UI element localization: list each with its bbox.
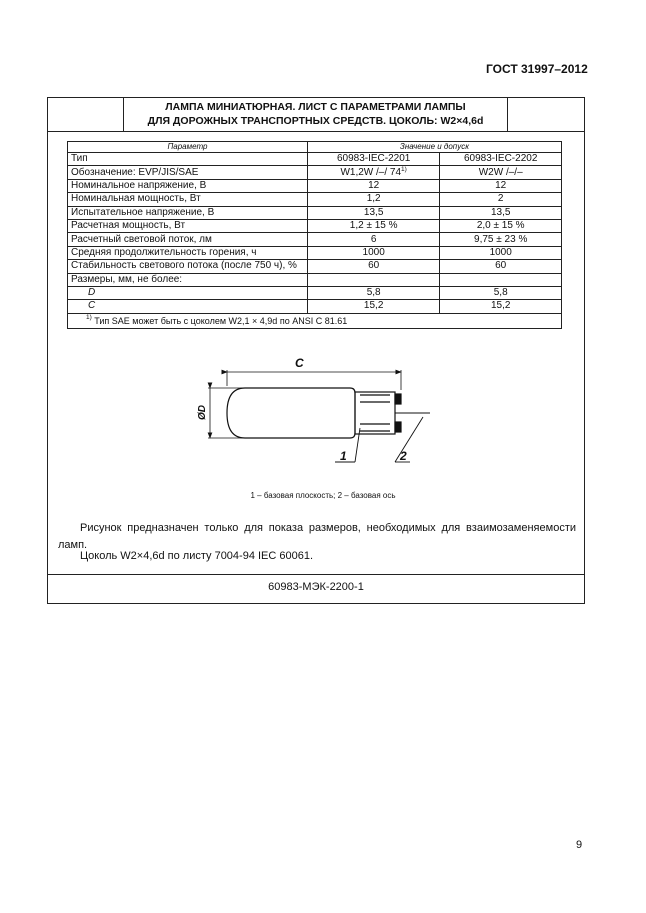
value-2201 xyxy=(307,273,439,286)
param-label: Тип xyxy=(68,153,308,166)
paragraph-figure-note: Рисунок предназначен только для показа размеров, необходимых для взаимозаменяемости ламп. xyxy=(58,522,576,551)
table-row xyxy=(68,193,562,206)
table-row xyxy=(68,300,562,313)
value-2201: 60983-IEC-2201 xyxy=(307,153,439,166)
param-label: Расчетный световой поток, лм xyxy=(68,233,308,246)
footnote-mark: 1) xyxy=(401,165,407,173)
value-2201: 5,8 xyxy=(307,286,439,299)
sheet-code: 60983-МЭК-2200-1 xyxy=(268,581,364,593)
value-2201: 1,2 ± 15 % xyxy=(307,219,439,232)
value-2202: 5,8 xyxy=(440,286,562,299)
value-2201: 12 xyxy=(307,179,439,192)
value-2201-text: W1,2W /–/ 74 xyxy=(340,166,402,178)
table-row xyxy=(68,273,562,286)
paragraph-base-ref: Цоколь W2×4,6d по листу 7004-94 IEC 60061. xyxy=(80,550,314,562)
param-label: Стабильность светового потока (после 750 ч), % xyxy=(68,260,308,273)
value-2201 xyxy=(307,166,439,179)
footnote xyxy=(68,313,562,328)
lamp-base xyxy=(355,392,395,434)
column-header-value: Значение и допуск xyxy=(307,142,561,153)
label-2: 2 xyxy=(400,449,407,463)
standard-number: ГОСТ 31997–2012 xyxy=(486,62,588,76)
value-2202: 2 xyxy=(440,193,562,206)
page-number: 9 xyxy=(576,839,583,851)
footnote-row xyxy=(68,313,562,328)
param-label: Испытательное напряжение, В xyxy=(68,206,308,219)
lamp-bulb xyxy=(227,388,355,438)
value-2201: 13,5 xyxy=(307,206,439,219)
value-2202: 12 xyxy=(440,179,562,192)
contact-upper xyxy=(395,394,401,404)
param-label: Номинальная мощность, Вт xyxy=(68,193,308,206)
value-2201: 15,2 xyxy=(307,300,439,313)
table-row xyxy=(68,246,562,259)
table-row xyxy=(68,260,562,273)
value-2202: 2,0 ± 15 % xyxy=(440,219,562,232)
table-row xyxy=(68,166,562,179)
value-2202 xyxy=(440,273,562,286)
table-row xyxy=(68,153,562,166)
param-label: Обозначение: EVP/JIS/SAE xyxy=(68,166,308,179)
sheet-title xyxy=(123,97,508,131)
value-2202: W2W /–/– xyxy=(440,166,562,179)
sheet-title-line1: ЛАМПА МИНИАТЮРНАЯ. ЛИСТ С ПАРАМЕТРАМИ ЛАМПЫ xyxy=(165,101,466,113)
value-2201: 6 xyxy=(307,233,439,246)
footer-divider xyxy=(47,574,585,575)
parameters-table xyxy=(67,141,562,329)
param-label: Номинальное напряжение, В xyxy=(68,179,308,192)
sheet-title-line2: ДЛЯ ДОРОЖНЫХ ТРАНСПОРТНЫХ СРЕДСТВ. ЦОКОЛЬ: W2×4,6d xyxy=(147,115,484,127)
lamp-drawing xyxy=(190,350,450,470)
footnote-text: Тип SAE может быть с цоколем W2,1 × 4,9d по ANSI C 81.61 xyxy=(94,315,348,326)
column-header-parameter: Параметр xyxy=(68,142,308,153)
label-1: 1 xyxy=(340,449,347,463)
table-row xyxy=(68,206,562,219)
table-row xyxy=(68,179,562,192)
param-label: Размеры, мм, не более: xyxy=(68,273,308,286)
label-c: C xyxy=(295,356,304,370)
footnote-mark: 1) xyxy=(86,313,92,321)
value-2202: 60983-IEC-2202 xyxy=(440,153,562,166)
table-header-row xyxy=(68,142,562,153)
value-2202: 15,2 xyxy=(440,300,562,313)
label-d: ØD xyxy=(197,405,208,420)
param-label: Расчетная мощность, Вт xyxy=(68,219,308,232)
value-2202: 9,75 ± 23 % xyxy=(440,233,562,246)
table-row xyxy=(68,233,562,246)
param-label: D xyxy=(68,286,308,299)
value-2201: 1,2 xyxy=(307,193,439,206)
table-row xyxy=(68,286,562,299)
param-label: Средняя продолжительность горения, ч xyxy=(68,246,308,259)
value-2201: 60 xyxy=(307,260,439,273)
sheet-header xyxy=(47,97,585,132)
value-2202: 60 xyxy=(440,260,562,273)
value-2202: 13,5 xyxy=(440,206,562,219)
table-row xyxy=(68,219,562,232)
value-2201: 1000 xyxy=(307,246,439,259)
value-2202: 1000 xyxy=(440,246,562,259)
leader-1 xyxy=(355,428,360,462)
param-label: C xyxy=(68,300,308,313)
figure-caption: 1 – базовая плоскость; 2 – базовая ось xyxy=(250,491,396,500)
contact-lower xyxy=(395,422,401,432)
